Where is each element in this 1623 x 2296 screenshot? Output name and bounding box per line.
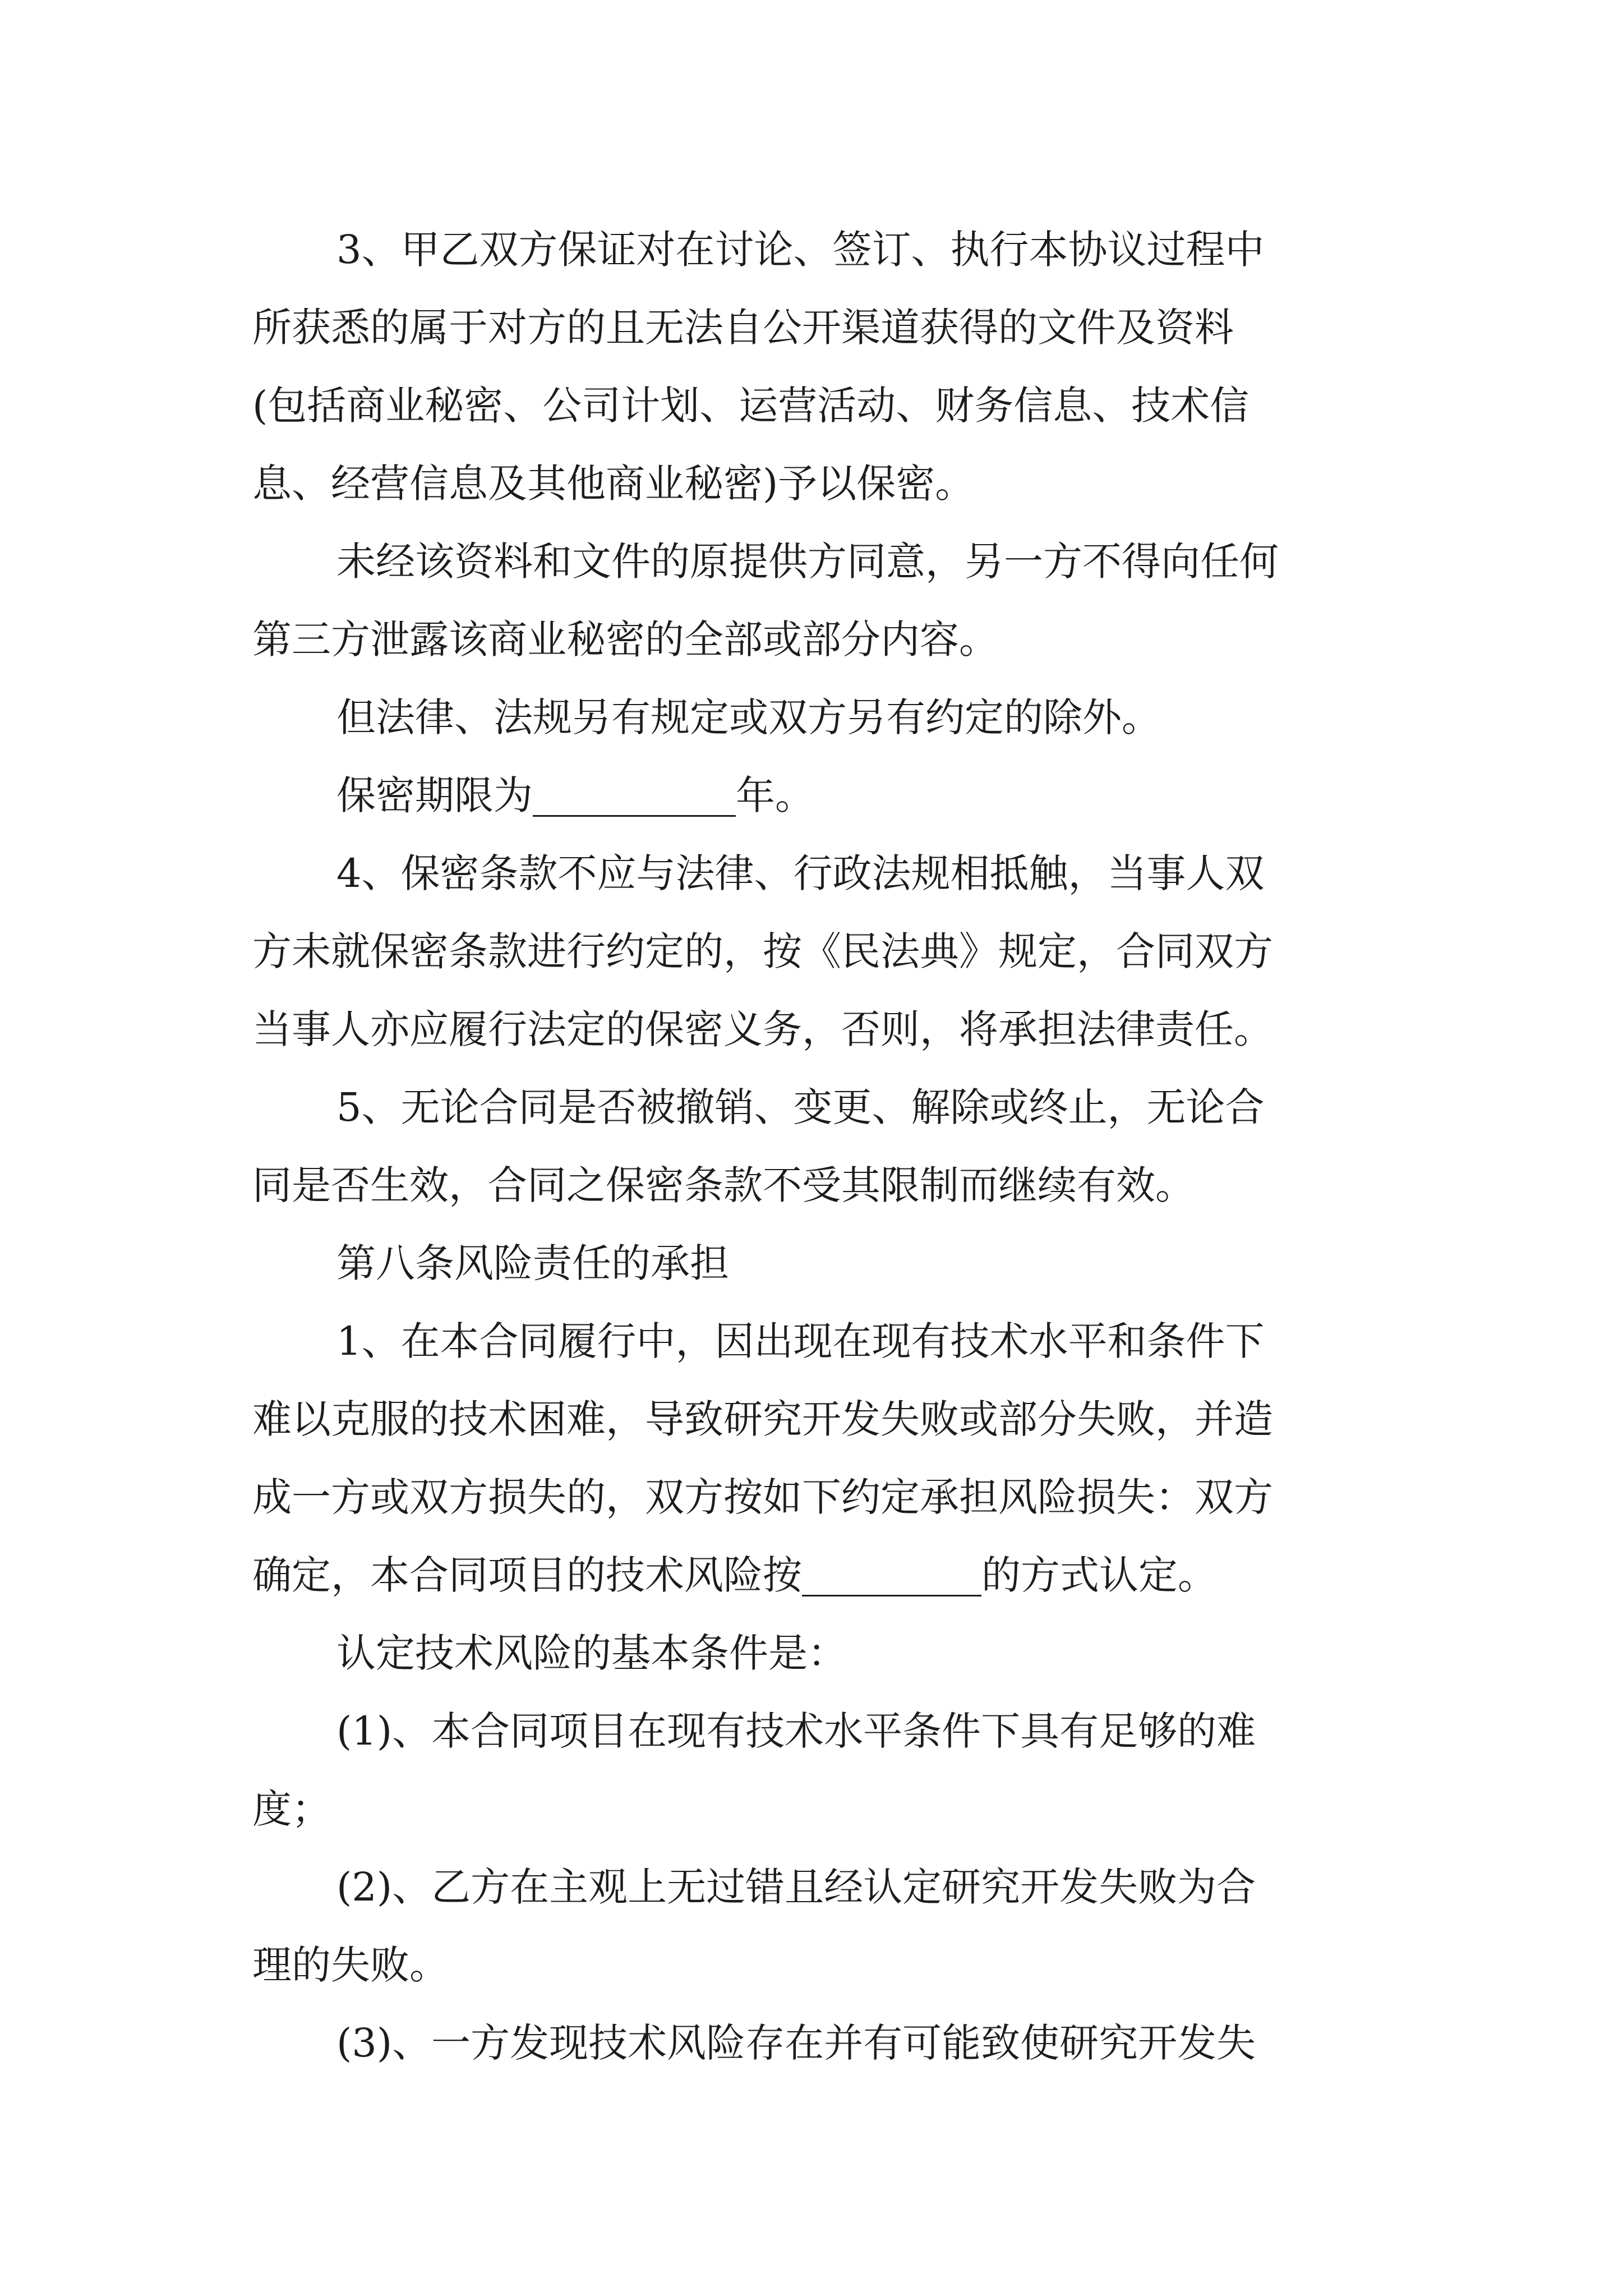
- paragraph-line: (2)、乙方在主观上无过错且经认定研究开发失败为合: [336, 1864, 1256, 1910]
- paragraph-line: 成一方或双方损失的，双方按如下约定承担风险损失：双方: [252, 1474, 1273, 1520]
- paragraph-line: 未经该资料和文件的原提供方同意，另一方不得向任何: [336, 539, 1279, 585]
- paragraph-line: 5、无论合同是否被撤销、变更、解除或终止，无论合: [336, 1084, 1265, 1130]
- fill-in-blank: [533, 808, 736, 809]
- risk-determination-line: [252, 1536, 1396, 1614]
- line-text: 确定，本合同项目的技术风险按: [252, 1552, 802, 1598]
- paragraph-line: (包括商业秘密、公司计划、运营活动、财务信息、技术信: [252, 383, 1249, 429]
- paragraph-line: 但法律、法规另有规定或双方另有约定的除外。: [336, 694, 1161, 740]
- paragraph-line: 难以克服的技术困难，导致研究开发失败或部分失败，并造: [252, 1396, 1273, 1442]
- paragraph-line: 认定技术风险的基本条件是：: [336, 1630, 847, 1676]
- paragraph-line: 同是否生效，合同之保密条款不受其限制而继续有效。: [252, 1162, 1195, 1208]
- confidentiality-term-line: [252, 757, 1396, 835]
- paragraph-line: (1)、本合同项目在现有技术水平条件下具有足够的难: [336, 1708, 1256, 1754]
- document-body: [252, 211, 1396, 2082]
- paragraph-line: 所获悉的属于对方的且无法自公开渠道获得的文件及资料: [252, 305, 1234, 351]
- line-text: 保密期限为: [336, 772, 533, 818]
- paragraph-line: 当事人亦应履行法定的保密义务，否则，将承担法律责任。: [252, 1006, 1273, 1052]
- paragraph-line: 理的失败。: [252, 1942, 449, 1988]
- paragraph-line: 度；: [252, 1786, 331, 1832]
- paragraph-line: 4、保密条款不应与法律、行政法规相抵触，当事人双: [336, 850, 1265, 896]
- paragraph-line: 息、经营信息及其他商业秘密)予以保密。: [252, 461, 975, 507]
- paragraph-line: 第三方泄露该商业秘密的全部或部分内容。: [252, 616, 998, 662]
- line-text: 年。: [736, 772, 814, 818]
- article-heading: 第八条风险责任的承担: [336, 1240, 729, 1286]
- paragraph-line: 3、甲乙双方保证对在讨论、签订、执行本协议过程中: [336, 227, 1265, 273]
- paragraph-line: 方未就保密条款进行约定的，按《民法典》规定，合同双方: [252, 928, 1273, 974]
- fill-in-blank: [802, 1588, 981, 1589]
- paragraph-line: 1、在本合同履行中，因出现在现有技术水平和条件下: [336, 1318, 1265, 1364]
- line-text: 的方式认定。: [981, 1552, 1217, 1598]
- paragraph-line: (3)、一方发现技术风险存在并有可能致使研究开发失: [336, 2020, 1256, 2066]
